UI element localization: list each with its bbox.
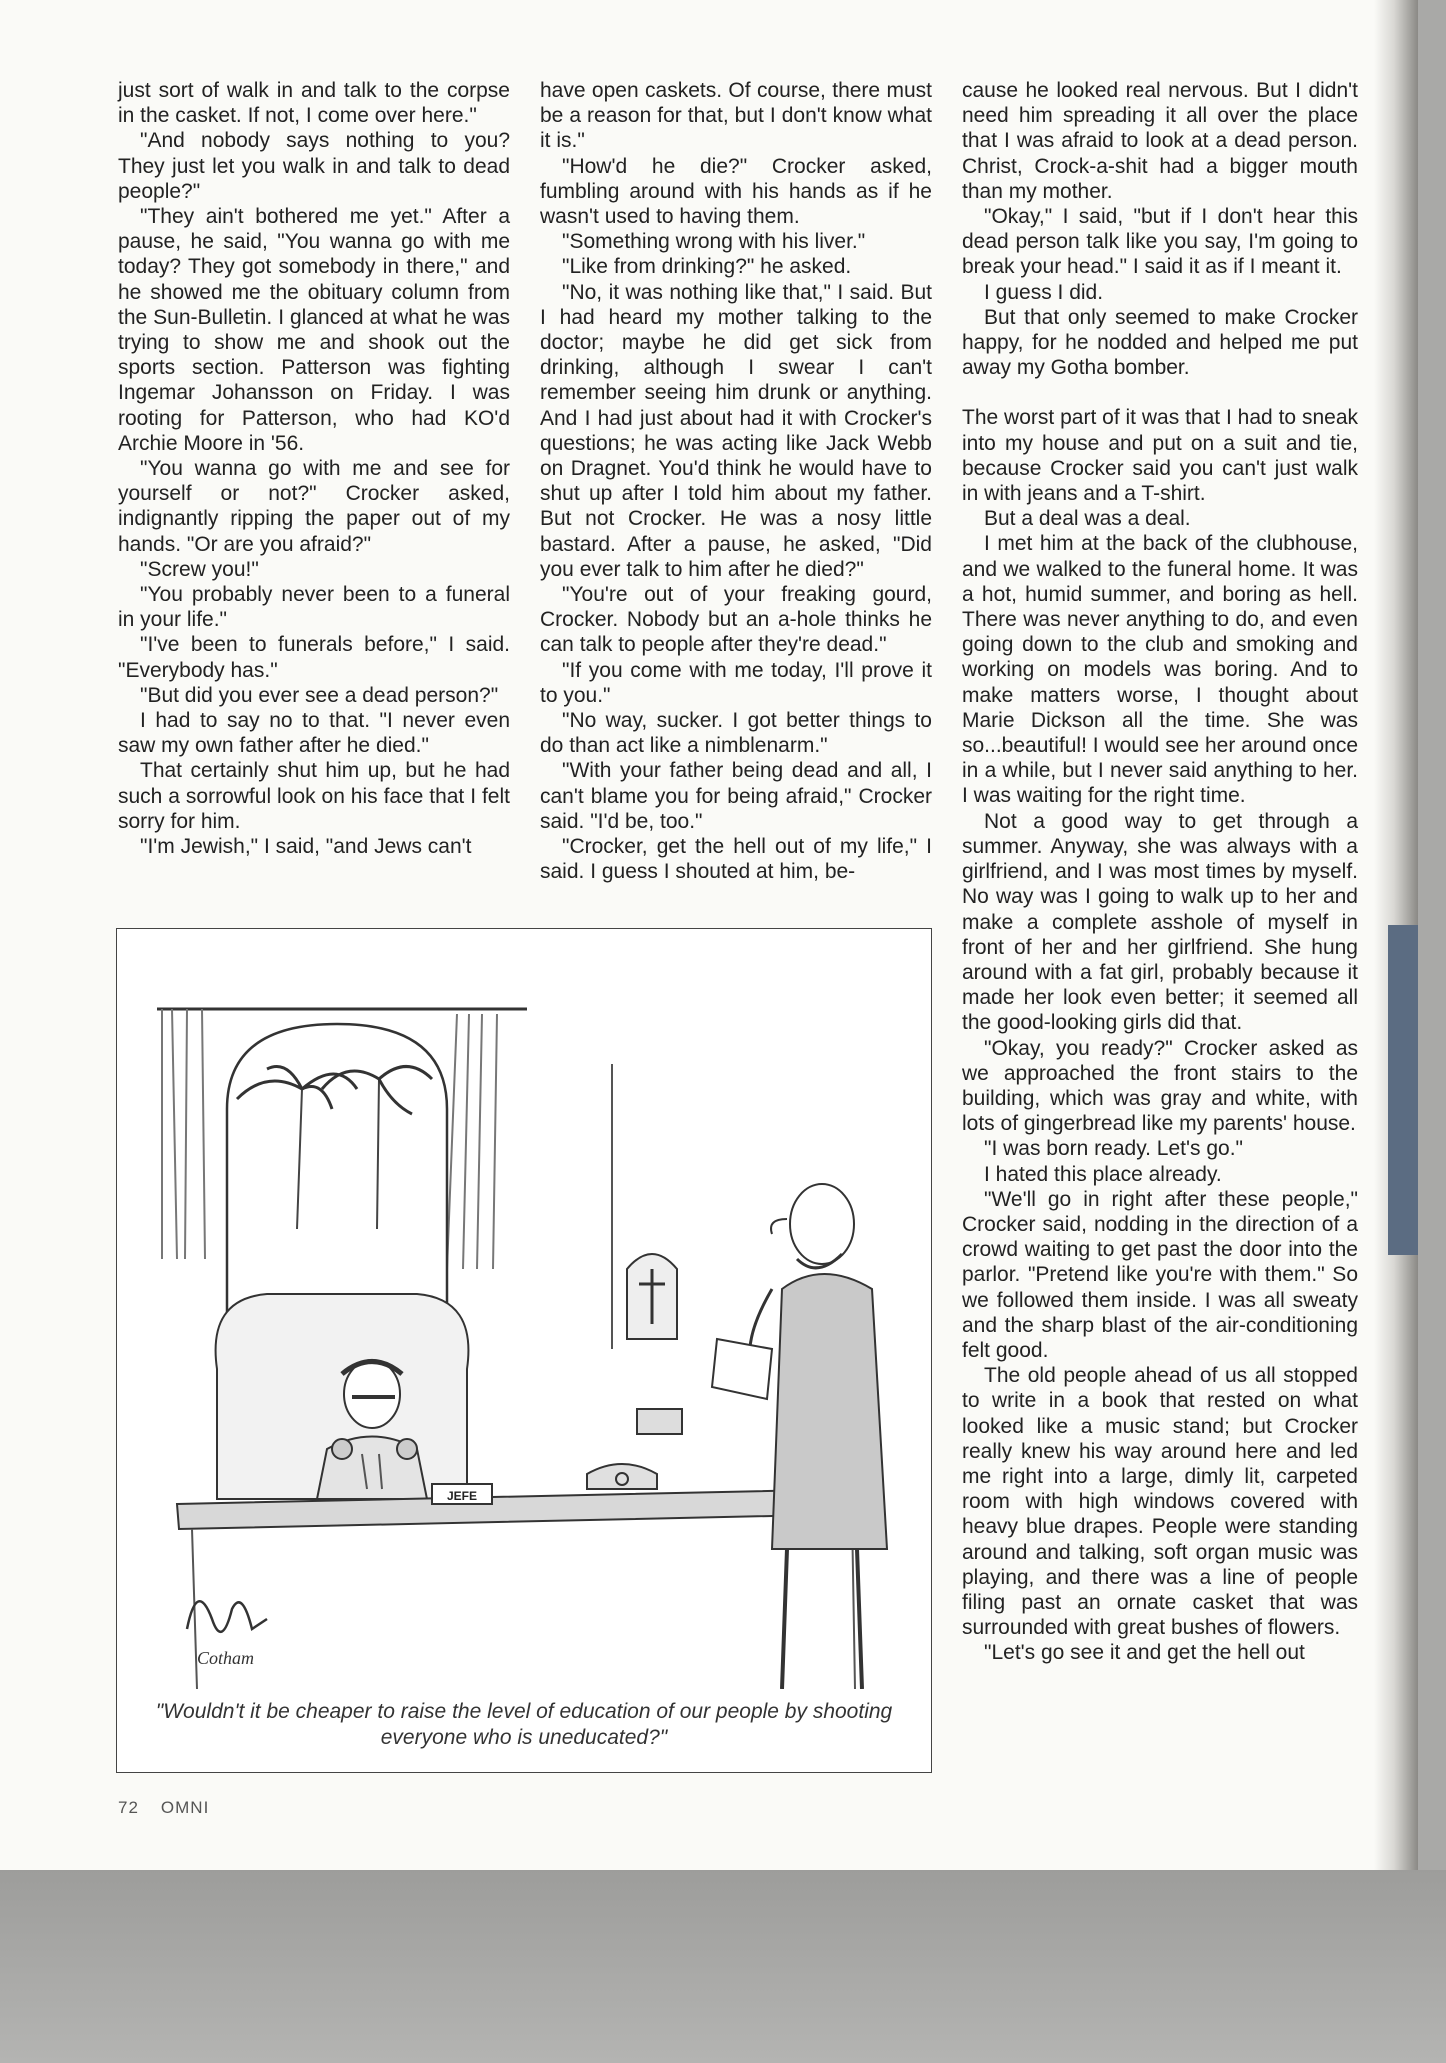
paragraph: "No way, sucker. I got better things to do than act like a nimblenarm." — [540, 709, 932, 758]
cartoon-caption: "Wouldn't it be cheaper to raise the level of education of our people by shooting everyone who is uneducated?" — [155, 1700, 893, 1749]
paragraph: Not a good way to get through a summer. Anyway, she was always with a girlfriend, and I was most times by myself. No way was I going to walk up to her and make a complete asshole of myself in front of her and her girlfriend. She hung around with a fat girl, probably because it made her look even better; it seemed all the good-looking girls did that. — [962, 809, 1358, 1035]
paragraph: "Okay," I said, "but if I don't hear this dead person talk like you say, I'm going to break your head." I said it as if I meant it. — [962, 205, 1358, 279]
paragraph: But a deal was a deal. — [984, 507, 1191, 531]
text-column-1 — [118, 78, 510, 859]
cartoon-illustration — [117, 929, 930, 1689]
paragraph: just sort of walk in and talk to the corpse in the casket. If not, I come over here." — [118, 79, 510, 128]
text-column-2 — [540, 78, 932, 885]
paragraph: "They ain't bothered me yet." After a pause, he said, "You wanna go with me today? They got somebody in there," and he showed me the obituary column from the Sun-Bulletin. I glanced at what he was trying to show me and shook out the sports section. Patterson was fighting Ingemar Johansson on Friday. I was rooting for Patterson, who had KO'd Archie Moore in '56. — [118, 205, 510, 455]
paragraph: The old people ahead of us all stopped to write in a book that rested on what looked like a music stand; but Crocker really knew his way around here and led me right into a large, dimly lit, carpeted room with high windows covered with heavy blue drapes. People were standing around and talking, soft organ music was playing, and there was a line of people filing past an ornate casket that was surrounded with great bushes of flowers. — [962, 1364, 1358, 1640]
paragraph: have open caskets. Of course, there must be a reason for that, but I don't know what it is." — [540, 79, 932, 153]
paragraph: "But did you ever see a dead person?" — [140, 683, 499, 707]
paragraph: cause he looked real nervous. But I didn't need him spreading it all over the place that I was afraid to look at a dead person. Christ, Crock-a-shit had a bigger mouth than my mother. — [962, 79, 1358, 203]
cartoon-panel — [116, 928, 932, 1773]
paragraph: "We'll go in right after these people," Crocker said, nodding in the direction of a crowd waiting to get past the door into the parlor. "Pretend like you're with them." So we followed them inside. I was all sweaty and the sharp blast of the air-conditioning felt good. — [962, 1187, 1358, 1362]
paragraph: "You probably never been to a funeral in your life." — [118, 583, 510, 632]
scan-background — [0, 1870, 1446, 2063]
paragraph: "Screw you!" — [140, 557, 259, 581]
paragraph: "Let's go see it and get the hell out — [984, 1641, 1305, 1665]
paragraph: I guess I did. — [984, 280, 1104, 304]
page-edge-tab — [1388, 925, 1418, 1255]
paragraph: I met him at the back of the clubhouse, and we walked to the funeral home. It was a hot, humid summer, and boring as hell. There was never anything to do, and even going down to the club and smoking and working on models was boring. And to make matters worse, I thought about Marie Dickson all the time. She was so...beautiful! I would see her around once in a while, but I never said anything to her. I was waiting for the right time. — [962, 532, 1358, 808]
cartoonist-signature: Cotham — [197, 1648, 255, 1668]
paragraph: I had to say no to that. "I never even saw my own father after he died." — [118, 709, 510, 758]
paragraph: The worst part of it was that I had to sneak into my house and put on a suit and tie, because Crocker said you can't just walk in with jeans and a T-shirt. — [962, 406, 1358, 506]
paragraph: "How'd he die?" Crocker asked, fumbling around with his hands as if he wasn't used to having them. — [540, 154, 932, 229]
page-number: 72 — [118, 1798, 139, 1817]
paragraph: "I was born ready. Let's go." — [984, 1137, 1243, 1161]
paragraph: "Okay, you ready?" Crocker asked as we approached the front stairs to the building, which was gray and white, with lots of gingerbread like my parents' house. — [962, 1036, 1358, 1136]
paragraph: "If you come with me today, I'll prove it to you." — [540, 658, 932, 707]
paragraph: "With your father being dead and all, I can't blame you for being afraid," Crocker said. "I'd be, too." — [540, 759, 932, 833]
page-footer — [118, 1798, 231, 1818]
paragraph: "Like from drinking?" he asked. — [562, 255, 852, 279]
nameplate-text: JEFE — [446, 1489, 478, 1503]
paragraph: "You wanna go with me and see for yourself or not?" Crocker asked, indignantly ripping the paper out of my hands. "Or are you afraid?" — [118, 457, 510, 556]
paragraph: But that only seemed to make Crocker happy, for he nodded and helped me put away my Gotha bomber. — [962, 305, 1358, 380]
paragraph: "No, it was nothing like that," I said. But I had heard my mother talking to the doctor; maybe he did get sick from drinking, although I swear I can't remember seeing him drunk or anything. And I had just about had it with Crocker's questions; he was acting like Jack Webb on Dragnet. You'd think he would have to shut up after I told him about my father. But not Crocker. He was a nosy little bastard. After a pause, he asked, "Did you ever talk to him after he died?" — [540, 280, 932, 581]
paragraph: "I've been to funerals before," I said. "Everybody has." — [118, 633, 510, 682]
paragraph: I hated this place already. — [984, 1162, 1222, 1186]
paragraph: "Something wrong with his liver." — [562, 230, 866, 254]
paragraph: "Crocker, get the hell out of my life," I said. I guess I shouted at him, be- — [540, 835, 932, 884]
paragraph: That certainly shut him up, but he had such a sorrowful look on his face that I felt sorry for him. — [118, 759, 510, 833]
paragraph: "And nobody says nothing to you? They just let you walk in and talk to dead people?" — [118, 129, 510, 203]
paragraph: "I'm Jewish," I said, "and Jews can't — [140, 835, 472, 859]
text-column-3 — [962, 78, 1358, 1666]
paragraph: "You're out of your freaking gourd, Crocker. Nobody but an a-hole thinks he can talk to people after they're dead." — [540, 583, 932, 657]
magazine-name: OMNI — [160, 1798, 210, 1817]
